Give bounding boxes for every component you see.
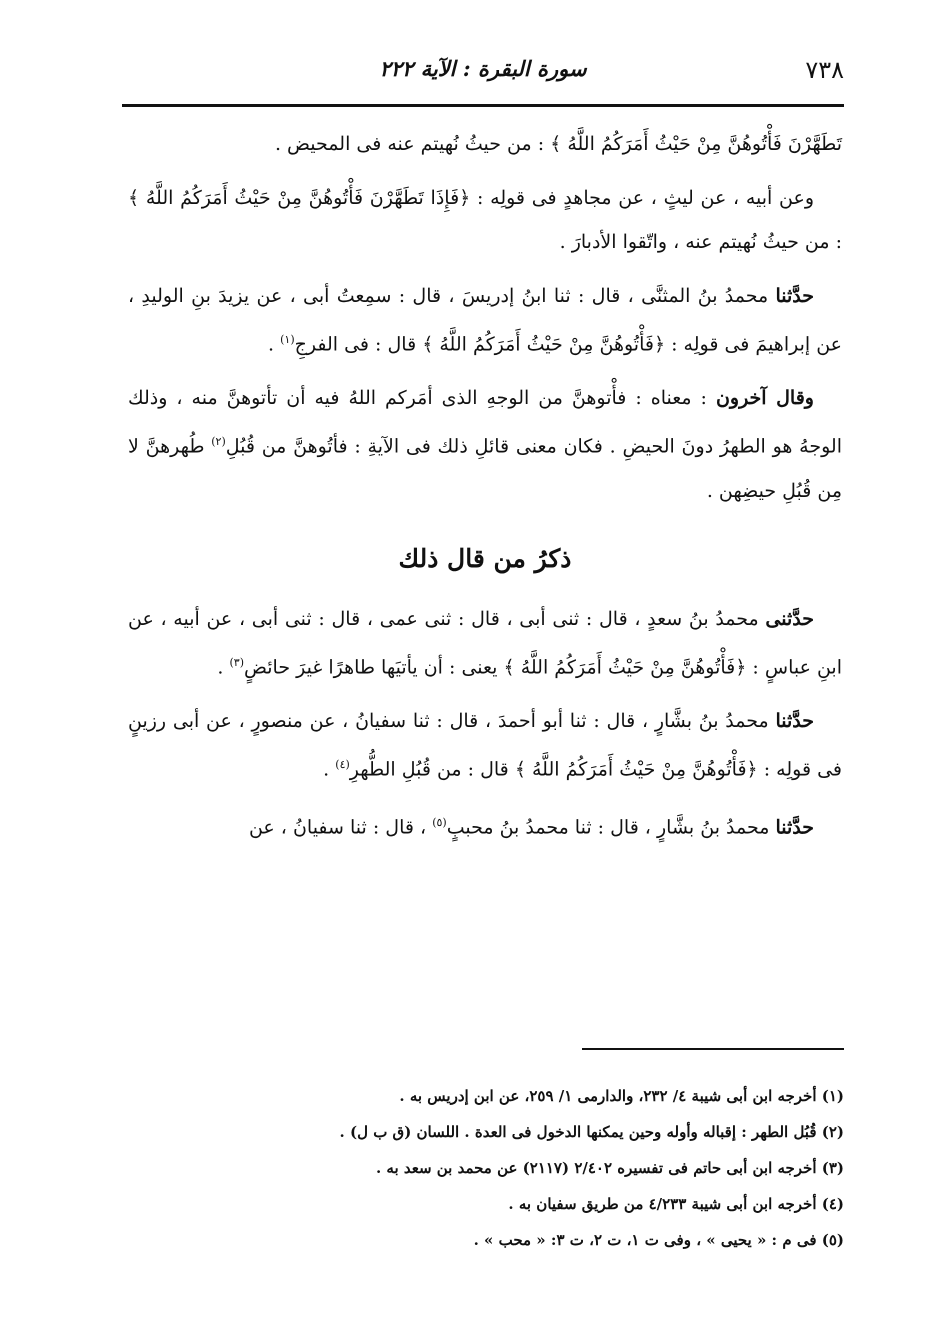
paragraph-text: قال : من قُبُلِ الطُّهرِ [349,758,515,781]
paragraph-text: وعن أبيه ، عن ليثٍ ، عن مجاهدٍ فى قولِه : [470,187,815,209]
quran-quote: تَطَهَّرْنَ فَأْتُوهُنَّ مِنْ حَيْثُ أَمَرَكُمُ اللَّهُ ﴾ [550,133,842,155]
footnote-2: (٢) قُبُل الطهر : إقباله وأوله وحين يمكنها الدخول فى العدة . اللسان (ق ب ل) . [339,1123,844,1141]
narration-opener: حدَّثنا [775,285,814,307]
footnote-marker-4[interactable]: (٤) [335,757,350,771]
paragraph-text: . [323,758,336,781]
paragraph-5 [128,597,842,689]
page-number: ٧٣٨ [805,56,844,84]
footnote-4: (٤) أخرجه ابن أبى شيبة ٤/٢٣٣ من طريق سفيان به . [508,1195,844,1213]
footnote-3: (٣) أخرجه ابن أبى حاتم فى تفسيره ٢/٤٠٢ (٢١١٧) عن محمد بن سعد به . [375,1159,844,1177]
quran-quote: ﴿فَأْتُوهُنَّ مِنْ حَيْثُ أَمَرَكُمُ اللَّهُ ﴾ [503,655,747,678]
footnote-1: (١) أخرجه ابن أبى شيبة ٤/ ٢٣٢، والدارمى ١/ ٢٥٩، عن ابن إدريس به . [399,1087,844,1105]
narration-opener: حدَّثنا [775,709,814,732]
paragraph-text: : من حيثُ نُهيتم عنه ، واتّقوا الأدبارَ . [559,231,842,253]
paragraph-text: محمدُ بنُ المثنَّى ، قال : ثنا ابنُ إدريسَ ، قال : سمِعتُ أبى ، عن يزيدَ بنِ الوليدِ ، عن إبراهيمَ فى قولِه : [128,285,842,356]
section-heading: ذكرُ من قال ذلك [398,543,572,573]
footnote-marker-5[interactable]: (٥) [432,816,447,830]
footnote-separator [582,1048,844,1050]
footnotes [128,1078,844,1258]
page-header [122,52,844,92]
paragraph-text: طُهرهنَّ لا مِن قُبُلِ حيضِهن . [128,435,842,502]
footnote-marker-3[interactable]: (٣) [229,655,244,669]
paragraph-text: . [217,655,230,678]
paragraph-text: محمدُ بنُ سعدٍ ، قال : ثنى أبى ، قال : ثنى عمى ، قال : ثنى أبى ، عن أبيه ، عن ابنِ عباسٍ : [128,607,842,678]
narration-opener: حدَّثنا [775,816,814,839]
header-rule [122,104,844,107]
quran-quote: ﴿فَإِذَا تَطَهَّرْنَ فَأْتُوهُنَّ مِنْ حَيْثُ أَمَرَكُمُ اللَّهُ ﴾ [128,187,471,209]
paragraph-3 [128,274,842,366]
paragraph-6 [128,699,842,791]
paragraph-text: . [268,333,281,356]
paragraph-2 [128,176,842,264]
paragraph-text: : من حيثُ نُهيتم عنه فى المحيض . [274,133,551,155]
paragraph-text: : معناه : فأْتوهنَّ من الوجهِ الذى أمَركم اللهُ فيه أن تأتوهنَّ منه ، وذلك الوجهُ هو الطهرُ دونَ الحيضِ . فكان معنى قائلِ ذلك فى الآيةِ : فأتُوهنَّ من قُبُلِ [128,387,842,458]
footnote-marker-2[interactable]: (٢) [211,435,226,449]
quran-quote: ﴿فَأْتُوهُنَّ مِنْ حَيْثُ أَمَرَكُمُ اللَّهُ ﴾ [422,333,666,356]
narration-opener: وقال آخرون [715,387,814,410]
paragraph-text: قال : فى الفرجِ [294,333,423,356]
paragraph-1 [128,122,842,166]
footnote-marker-1[interactable]: (١) [280,333,295,346]
footnote-5: (٥) فى م : « يحيى » ، وفى ت ١، ت ٢، ت ٣: « محب » . [473,1231,844,1249]
paragraph-7 [128,801,842,849]
paragraph-text: محمدُ بنُ بشَّارٍ ، قال : ثنا محمدُ بنُ محببٍ [446,816,776,839]
paragraph-text: ، قال : ثنا سفيانُ ، عن [248,816,433,839]
main-text [128,122,842,860]
running-title: سورة البقرة : الآية ٢٢٢ [379,56,587,81]
paragraph-4 [128,376,842,512]
quran-quote: ﴿فَأْتُوهُنَّ مِنْ حَيْثُ أَمَرَكُمُ اللَّهُ ﴾ [514,758,758,781]
paragraph-text: يعنى : أن يأتيَها طاهرًا غيرَ حائضٍ [243,655,504,678]
narration-opener: حدَّثنى [765,607,814,630]
paragraph-text: محمدُ بنُ بشَّارٍ ، قال : ثنا أبو أحمدَ ، قال : ثنا سفيانُ ، عن منصورٍ ، عن أبى رزينٍ فى قولِه : [128,709,842,781]
